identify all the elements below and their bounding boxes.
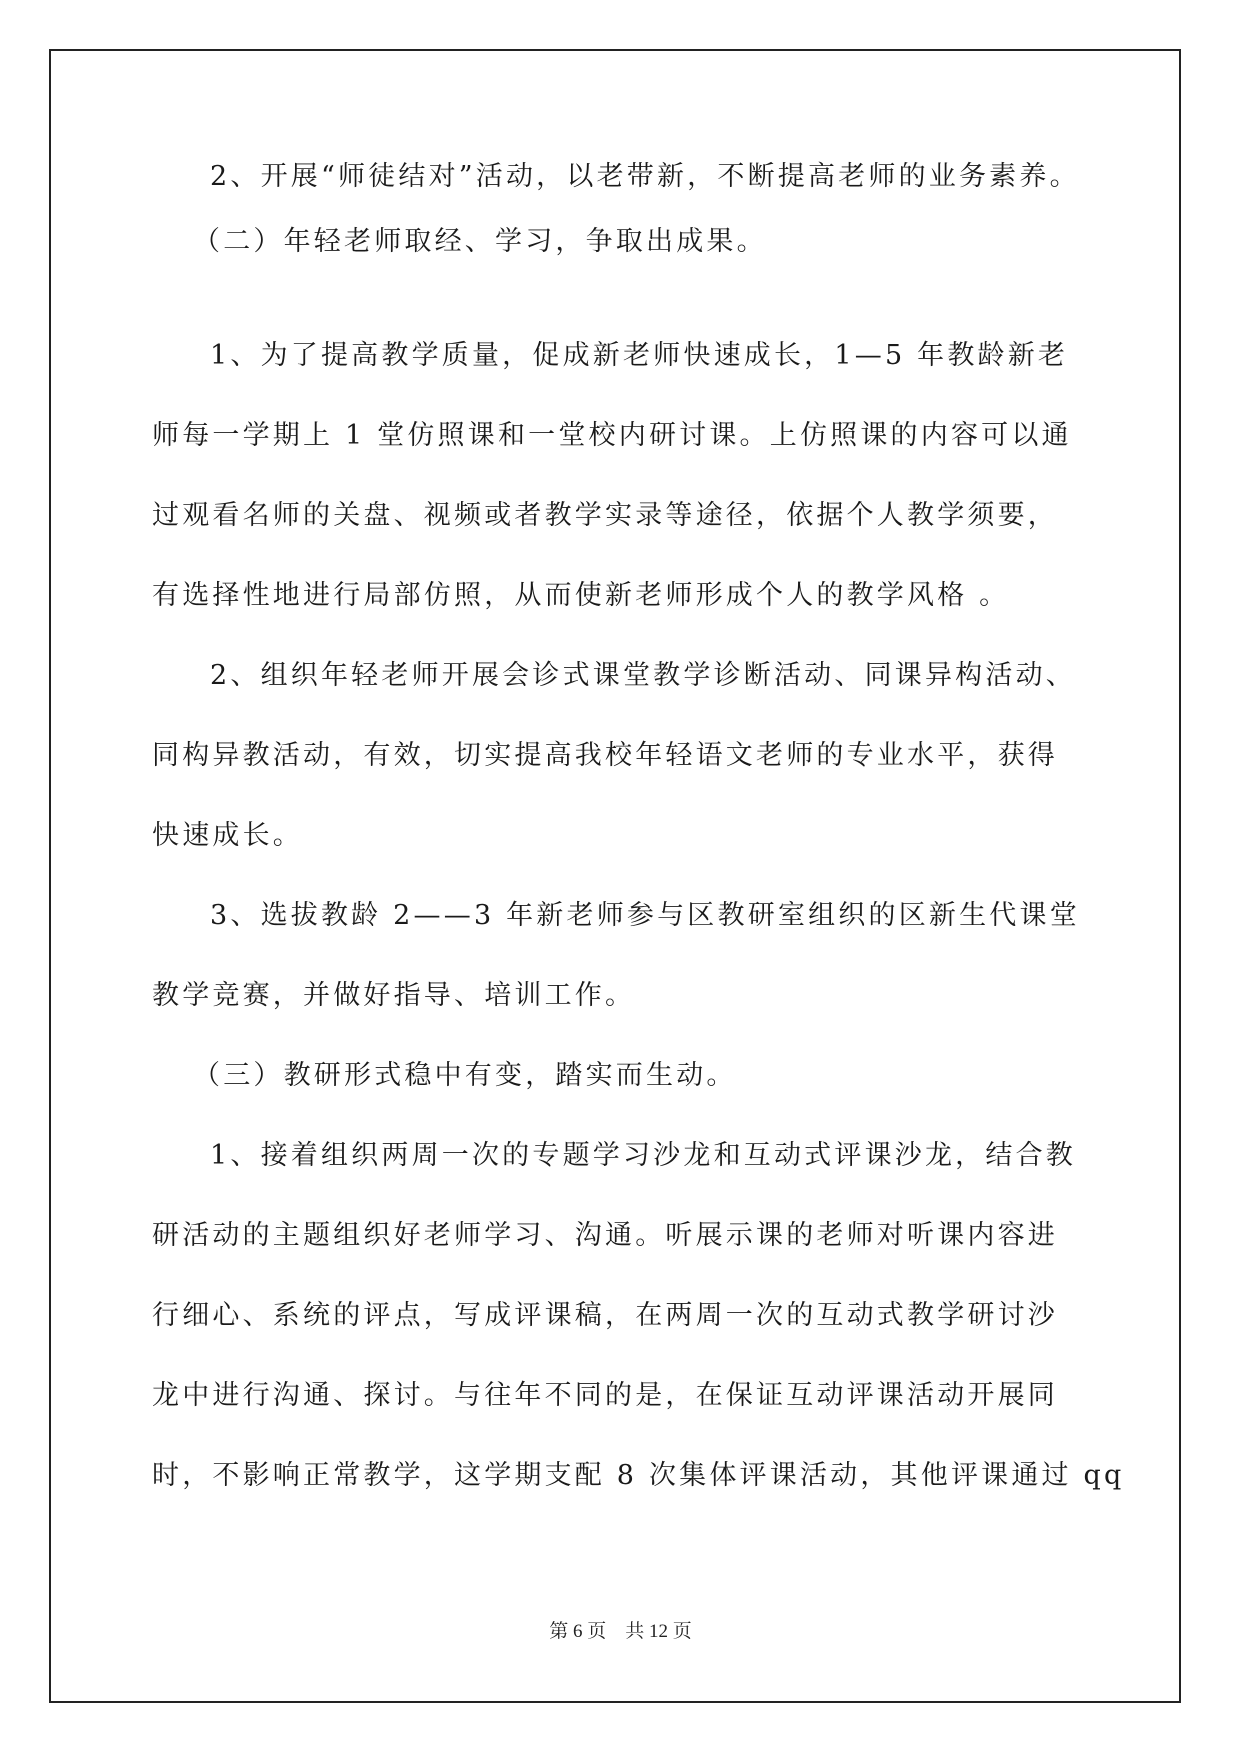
paragraph-line: 3、选拔教龄 2——3 年新老师参与区教研室组织的区新生代课堂 <box>210 900 1080 931</box>
paragraph-line: 过观看名师的关盘、视频或者教学实录等途径，依据个人教学须要， <box>152 500 1058 531</box>
page-border <box>49 49 1181 1703</box>
paragraph-line: 快速成长。 <box>152 820 303 851</box>
paragraph-line: 研活动的主题组织好老师学习、沟通。听展示课的老师对听课内容进 <box>152 1220 1058 1251</box>
paragraph-line: 1、为了提高教学质量，促成新老师快速成长，1—5 年教龄新老 <box>210 340 1069 371</box>
section-heading: （三）教研形式稳中有变，踏实而生动。 <box>193 1060 737 1091</box>
paragraph-line: 师每一学期上 1 堂仿照课和一堂校内研讨课。上仿照课的内容可以通 <box>152 420 1072 451</box>
paragraph-line: 同构异教活动，有效，切实提高我校年轻语文老师的专业水平，获得 <box>152 740 1058 771</box>
paragraph-line: 教学竞赛，并做好指导、培训工作。 <box>152 980 636 1011</box>
page-number: 第 6 页 共 12 页 <box>549 1621 692 1642</box>
paragraph-line: 2、组织年轻老师开展会诊式课堂教学诊断活动、同课异构活动、 <box>210 660 1076 691</box>
section-heading: （二）年轻老师取经、学习，争取出成果。 <box>193 226 767 257</box>
paragraph-line: 时，不影响正常教学，这学期支配 8 次集体评课活动，其他评课通过 qq <box>152 1460 1125 1491</box>
paragraph-line: 1、接着组织两周一次的专题学习沙龙和互动式评课沙龙，结合教 <box>210 1140 1076 1171</box>
paragraph-line: 龙中进行沟通、探讨。与往年不同的是，在保证互动评课活动开展同 <box>152 1380 1058 1411</box>
paragraph-line: 2、开展“师徒结对”活动，以老带新，不断提高老师的业务素养。 <box>210 161 1080 192</box>
paragraph-line: 有选择性地进行局部仿照，从而使新老师形成个人的教学风格 。 <box>152 580 1010 611</box>
paragraph-line: 行细心、系统的评点，写成评课稿，在两周一次的互动式教学研讨沙 <box>152 1300 1058 1331</box>
